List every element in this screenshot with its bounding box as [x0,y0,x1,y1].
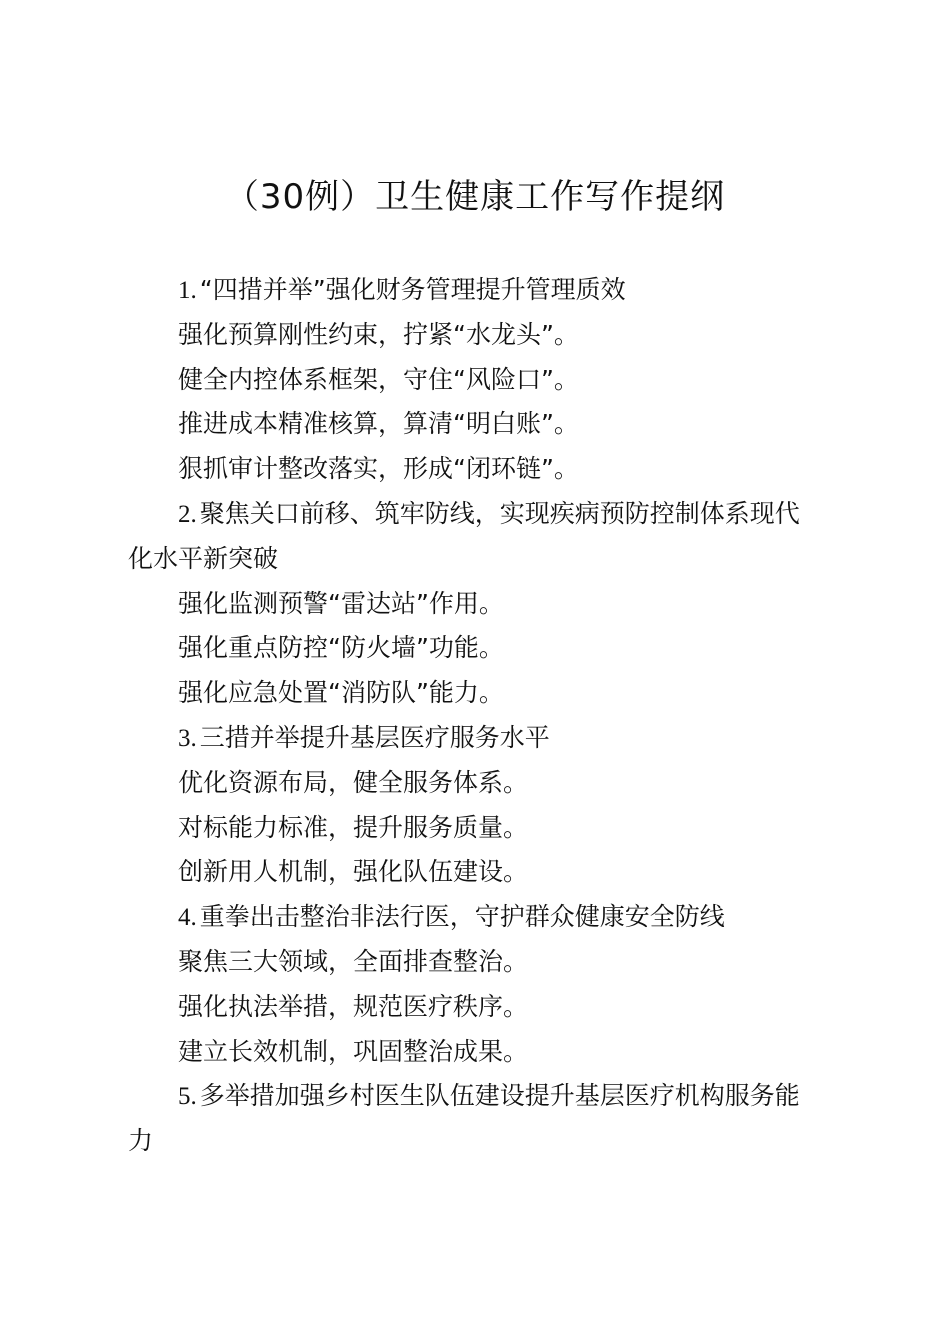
list-item: 推进成本精准核算，算清“明白账”。 [178,409,579,439]
section-heading-text: 三措并举提升基层医疗服务水平 [199,722,550,752]
list-item: 对标能力标准，提升服务质量。 [178,812,529,842]
section-number: 3. [178,724,197,752]
section-heading-text: 聚焦关口前移、筑牢防线，实现疾病预防控制体系现代 [199,498,800,528]
list-item: 建立长效机制，巩固整治成果。 [178,1036,529,1066]
list-item: 狠抓审计整改落实，形成“闭环链”。 [178,454,579,484]
section-heading [128,268,840,313]
section-number: 5. [178,1083,197,1111]
document-title: （30例）卫生健康工作写作提纲 [224,177,726,217]
section-number: 2. [178,500,197,528]
list-item: 强化预算刚性约束，拧紧“水龙头”。 [178,319,579,349]
list-item: 创新用人机制，强化队伍建设。 [178,857,529,887]
list-item: 强化重点防控“防火墙”功能。 [178,633,504,663]
section-heading [128,1074,840,1119]
list-item: 强化应急处置“消防队”能力。 [178,678,504,708]
list-item: 强化监测预警“雷达站”作用。 [178,588,504,618]
section-heading [128,895,840,940]
section-number: 1. [178,277,197,304]
section-number: 4. [178,904,197,932]
list-item: 强化执法举措，规范医疗秩序。 [178,991,529,1021]
list-item: 健全内控体系框架，守住“风险口”。 [178,364,579,394]
section-heading-text: 重拳出击整治非法行医，守护群众健康安全防线 [199,902,725,932]
list-item: 优化资源布局，健全服务体系。 [178,767,529,797]
section-heading-continuation: 力 [128,1126,154,1156]
document-body [128,268,840,1164]
section-heading [128,492,840,537]
list-item: 聚焦三大领域，全面排查整治。 [178,946,529,976]
section-heading-text: 多举措加强乡村医生队伍建设提升基层医疗机构服务能 [199,1081,800,1111]
section-heading-continuation: 化水平新突破 [128,543,279,573]
section-heading [128,716,840,761]
section-heading-text: “四措并举”强化财务管理提升管理质效 [199,275,626,304]
